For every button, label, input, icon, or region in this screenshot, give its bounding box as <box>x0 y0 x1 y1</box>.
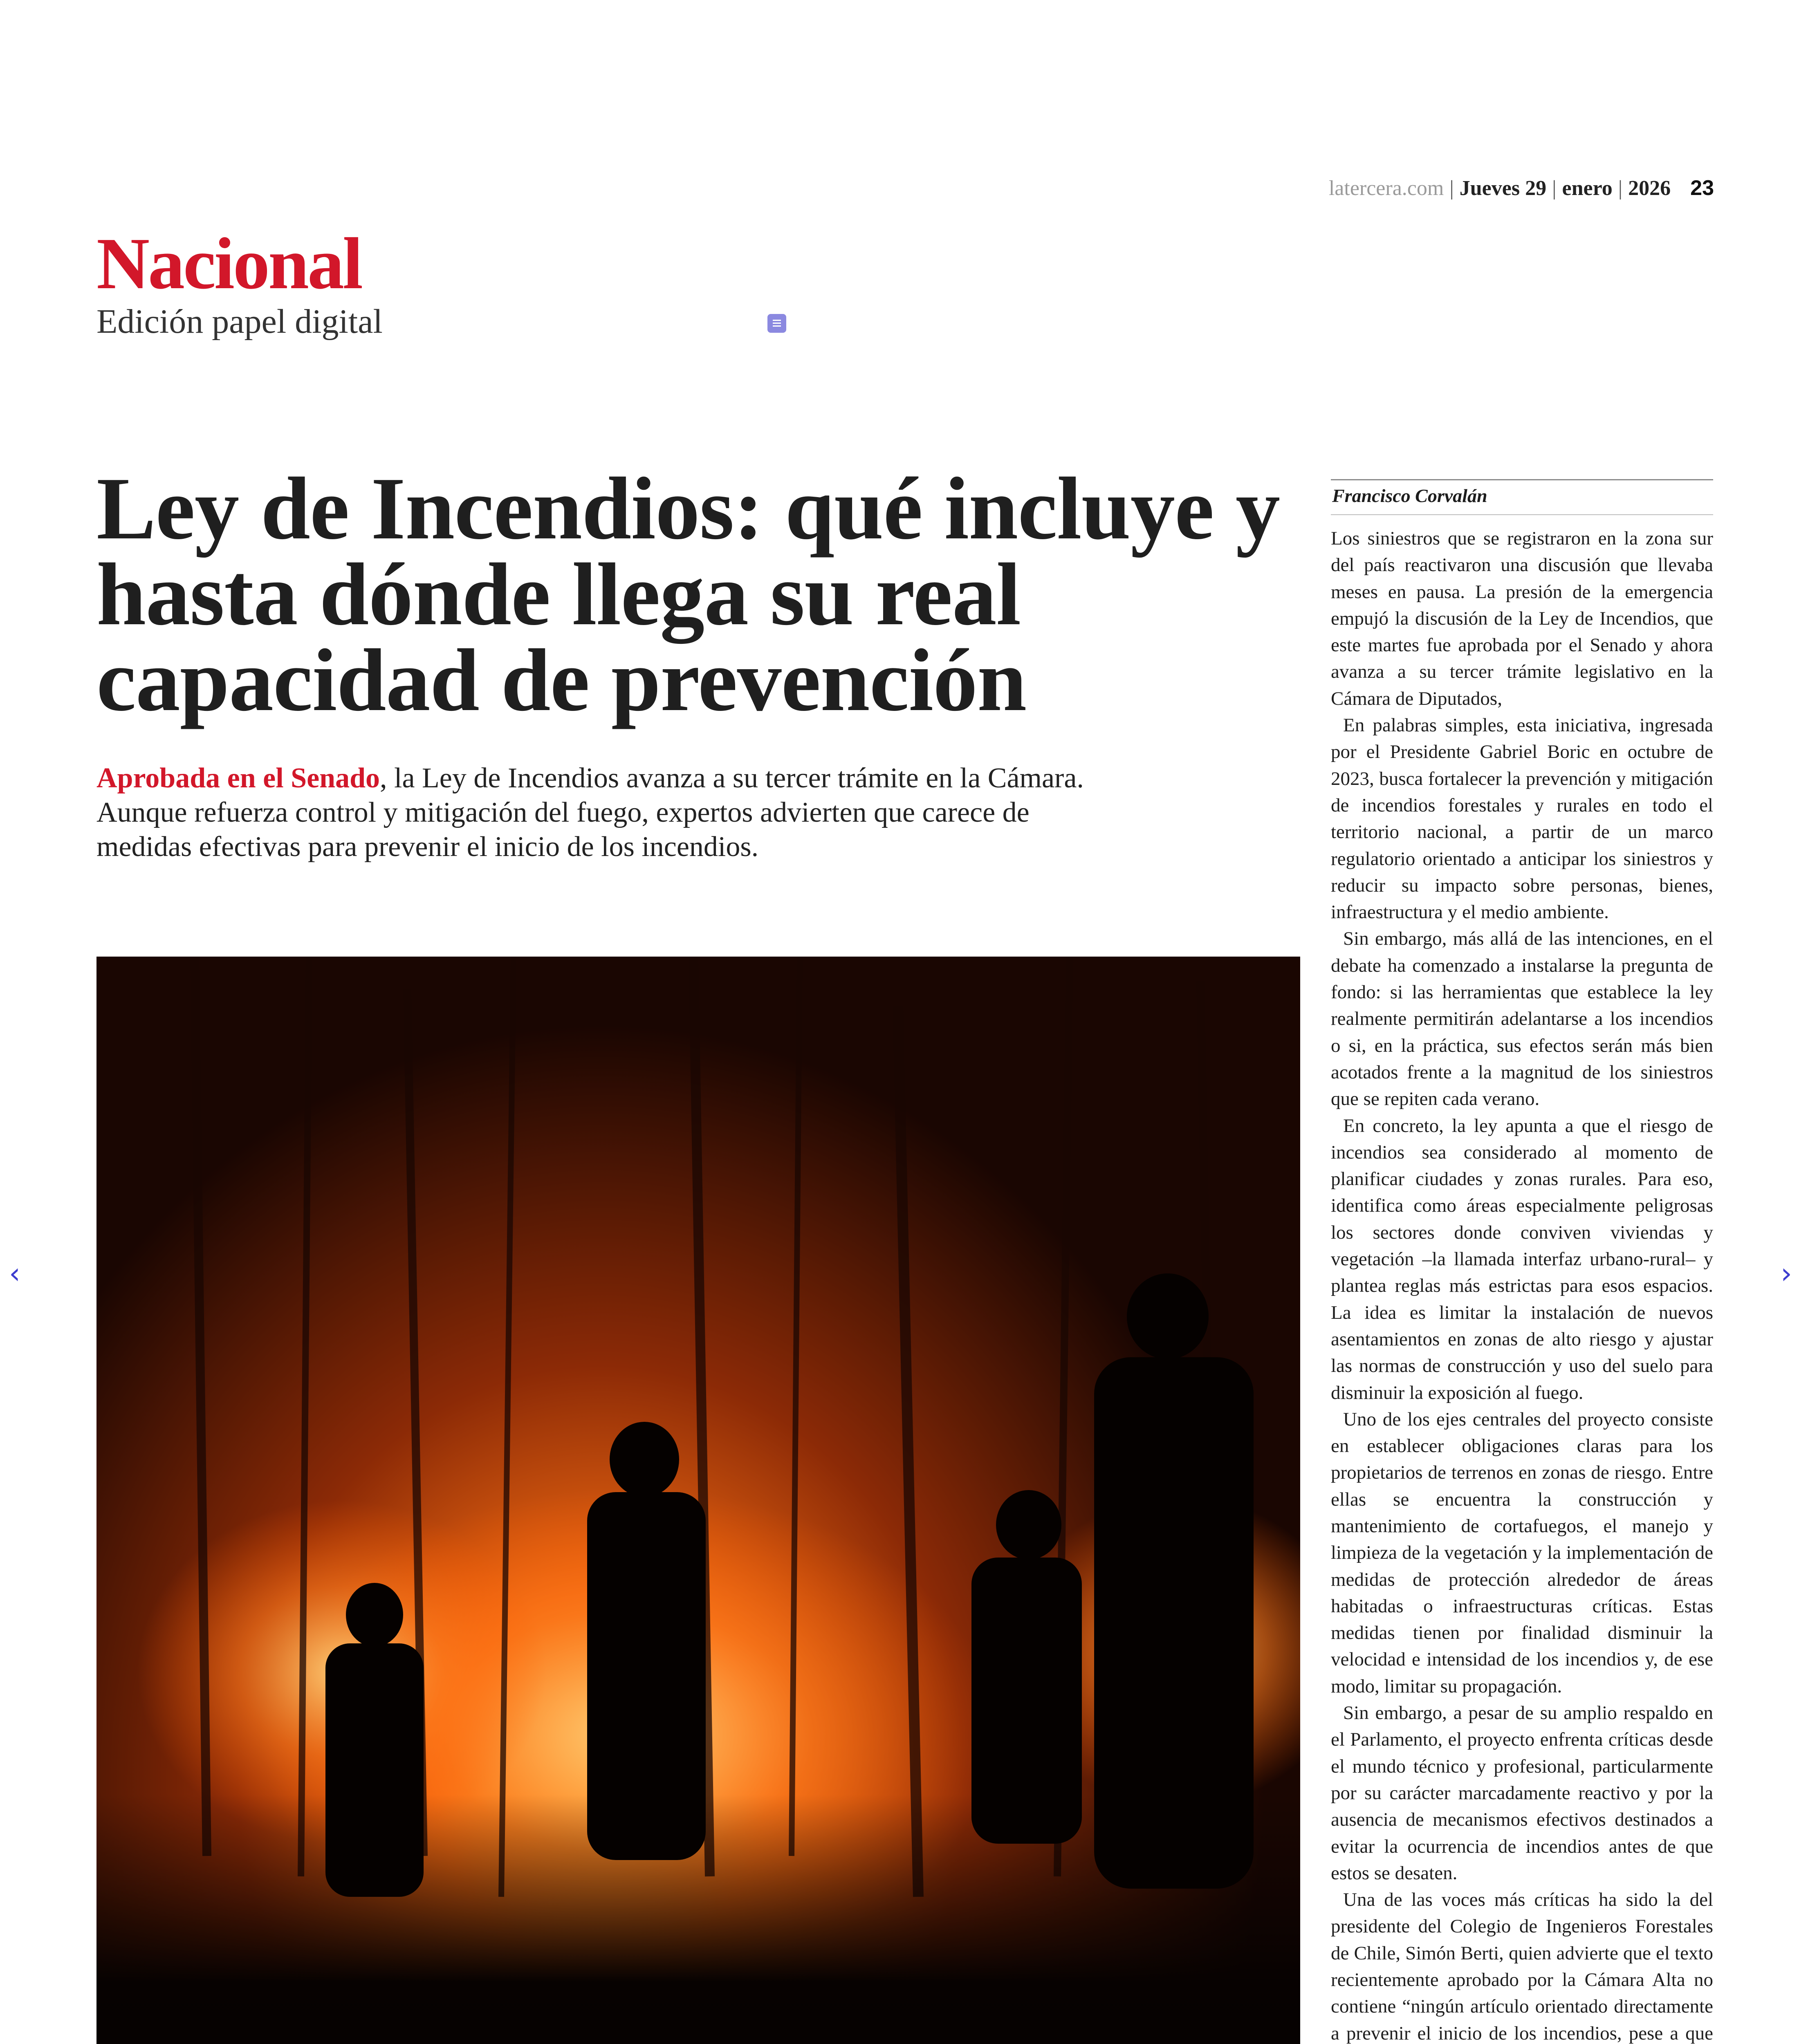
folio-divider: | <box>1618 177 1623 200</box>
folio-day: Jueves 29 <box>1459 177 1547 200</box>
body-paragraph: Los siniestros que se registraron en la zona sur del país reactivaron una discusión que llevaba meses en pausa. La presión de la emergencia empujó la discusión de la Ley de Incendios, que este martes fue aprobada por el Senado y ahora avanza a su tercer trámite legislativo en la Cámara de Diputados, <box>1331 528 1713 709</box>
folio-month: enero <box>1562 177 1613 200</box>
site-name: latercera.com <box>1328 177 1444 200</box>
body-paragraph: Uno de los ejes centrales del proyecto consiste en establecer obligaciones claras para los propietarios de terrenos en zonas de riesgo. Entre ellas se encuentra la construcción y mantenimiento de cortafuegos, el manejo y limpieza de la vegetación y la implementación de medidas de protección alrededor de áreas habitadas o infraestructuras críticas. Estas medidas tienen por finalidad disminuir la velocidad e intensidad de los incendios y, de ese modo, limitar su propagación. <box>1331 1408 1713 1697</box>
section-title: Nacional <box>96 223 362 304</box>
next-page-chevron-icon[interactable]: › <box>1781 1257 1792 1290</box>
edition-label: Edición papel digital <box>96 303 383 341</box>
body-paragraph: Una de las voces más críticas ha sido la del presidente del Colegio de Ingenieros Forestales de Chile, Simón Berti, quien advierte que el texto recientemente aprobado por la Cámara Alta no contiene “ningún artículo orientado directamente a prevenir el inicio de los incendios, pese a que <box>1331 1889 1713 2044</box>
previous-page-chevron-icon[interactable]: ‹ <box>9 1257 20 1290</box>
firefighters-photo-illustration <box>96 957 1300 2044</box>
body-paragraph: En palabras simples, esta iniciativa, ingresada por el Presidente Gabriel Boric en octubre de 2023, busca fortalecer la prevención y mitigación de incendios forestales y rurales en todo el territorio nacional, a partir de un marco regulatorio orientado a anticipar los siniestros y reducir su impacto sobre personas, bienes, infraestructura y el medio ambiente. <box>1331 715 1713 923</box>
folio-divider: | <box>1552 177 1557 200</box>
author-byline: Francisco Corvalán <box>1332 485 1487 506</box>
body-paragraph: Sin embargo, a pesar de su amplio respaldo en el Parlamento, el proyecto enfrenta críticas desde el mundo técnico y profesional, particularmente por su carácter marcadamente reactivo y por la ausencia de mecanismos efectivos destinados a evitar la ocurrencia de incendios antes de que estos se desaten. <box>1331 1702 1713 1884</box>
page-number: 23 <box>1690 176 1714 200</box>
article-body <box>1331 525 1713 2044</box>
article-deck <box>96 761 1086 864</box>
byline-rule <box>1331 514 1713 515</box>
deck-lead: Aprobada en el Senado <box>96 762 380 794</box>
byline-rule <box>1331 479 1713 480</box>
folio-divider: | <box>1449 177 1454 200</box>
text-view-icon[interactable] <box>767 314 786 333</box>
deck-text: , la Ley de Incendios avanza a su tercer trámite en la Cámara. Aunque refuerza control y mitigación del fuego, expertos advierten que carece de medidas efectivas para prevenir el inicio de los incendios. <box>96 762 1084 863</box>
body-paragraph: En concreto, la ley apunta a que el riesgo de incendios sea considerado al momento de planificar ciudades y zonas rurales. Para eso, identifica como áreas especialmente peligrosas los sectores donde conviven viviendas y vegetación –la llamada interfaz urbano-rural– y plantea reglas más estrictas para esos espacios. La idea es limitar la instalación de nuevos asentamientos en zonas de alto riesgo y ajustar las normas de construcción y uso del suelo para disminuir la exposición al fuego. <box>1331 1115 1713 1403</box>
article-photo <box>96 957 1300 2044</box>
page-folio <box>1329 176 1714 200</box>
article-headline: Ley de Incendios: qué incluye y hasta dónde llega su real capacidad de prevención <box>96 459 1280 730</box>
body-paragraph: Sin embargo, más allá de las intenciones, en el debate ha comenzado a instalarse la pregunta de fondo: si las herramientas que establece la ley realmente permitirán adelantarse a los incendios o si, en la práctica, sus efectos serán más bien acotados frente a la magnitud de los siniestros que se repiten cada verano. <box>1331 928 1713 1110</box>
folio-year: 2026 <box>1628 177 1671 200</box>
